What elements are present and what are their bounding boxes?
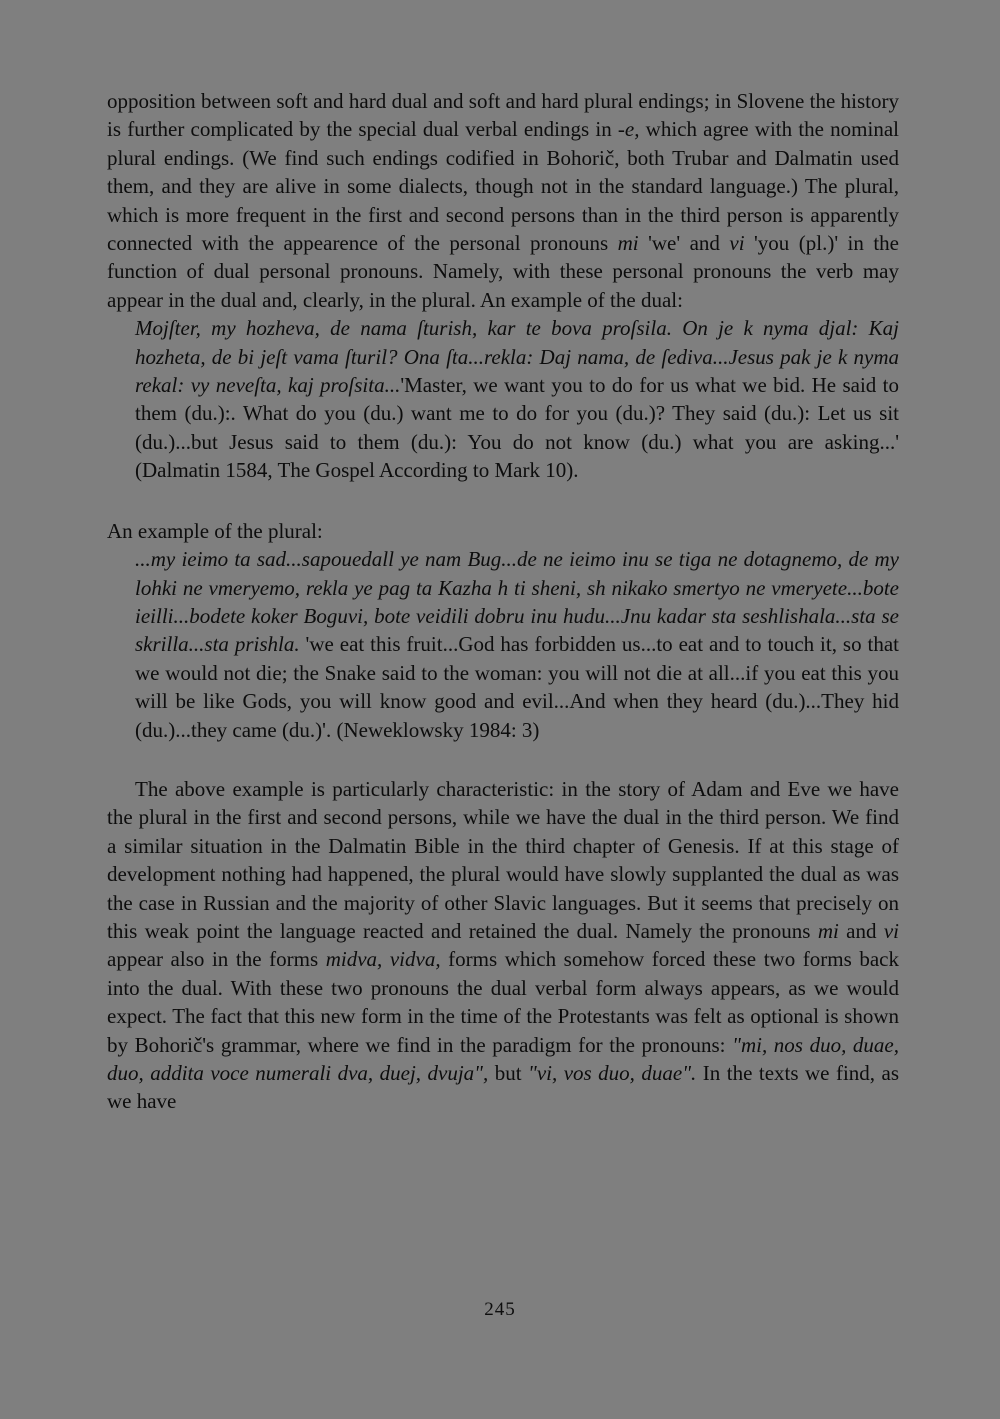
quote-original-text: Mojſter, my hozheva, de nama ſturish, kar te bova proſsila. On je k nyma djal: Kaj hozheta, de bi jeſt vama ſturil? Ona ſta...rekla: Daj nama, de ſediva...Jesus pak je k nyma rekal: vy neveſta, kaj proſsita... — [135, 316, 899, 398]
italic-dual-forms: midva, vidva, — [325, 947, 441, 972]
page-number: 245 — [484, 1299, 516, 1320]
italic-pronoun-mi: mi — [617, 231, 639, 256]
plural-example-intro: An example of the plural: — [107, 518, 323, 543]
page-body — [107, 87, 899, 1116]
italic-latin-quote: "mi, nos duo, duae, duo, addita voce numerali dva, duej, dvuja", — [107, 1032, 899, 1085]
text-run: forms which somehow forced these two forms back into the dual. With these two pronouns the dual verbal form always appears, as we would expect. The fact that this new form in the time of the Protestants was felt as optional is shown by Bohorič's grammar, where we find in the paradigm for the pronouns: — [107, 947, 899, 1057]
italic-pronoun-vi: vi — [883, 918, 900, 943]
text-run: 'you (pl.)' in the function of dual personal pronouns. Namely, with these personal pronouns the verb may appear in the dual and, clearly, in the plural. An example of the dual: — [107, 231, 899, 312]
quote-dual-example — [135, 314, 899, 484]
text-run: In the texts we find, as we have — [107, 1061, 899, 1114]
quote-original-text: ...my ieimo ta sad...sapouedall ye nam Bug...de ne ieimo inu se tiga ne dotagnemo, de my lohki ne vmeryemo, rekla ye pag ta Kazha h ti sheni, sh nikako smertyo ne vmeryete...bote ieilli...bodete koker Boguvi, bote veidili dobru inu hudu...Jnu kadar sta seshlishala...sta se skrilla...sta prishla. — [135, 547, 899, 657]
text-run: but — [488, 1061, 529, 1085]
text-run: which agree with the nominal plural endings. (We find such endings codified in Bohorič, both Trubar and Dalmatin used them, and they are alive in some dialects, though not in the standard language.) The plural, which is more frequent in the first and second persons than in the third person is apparently connected with the appearence of the personal pronouns — [107, 117, 899, 256]
text-run: and — [838, 918, 884, 943]
italic-pronoun-mi: mi — [817, 918, 839, 943]
italic-latin-quote: "vi, vos duo, duae". — [528, 1061, 697, 1085]
italic-pronoun-vi: vi — [729, 231, 745, 256]
quote-translation: 'Master, we want you to do for us what we bid. He said to them (du.):. What do you (du.) want me to do for you (du.)? They said (du.): Let us sit (du.)...but Jesus said to them (du.): You do not know (du.) what you are asking...' (Dalmatin 1584, The Gospel According to Mark 10). — [135, 373, 899, 483]
paragraph-spacer — [107, 485, 899, 517]
text-run: opposition between soft and hard dual and soft and hard plural endings; in Slovene the history is further complicated by the special dual verbal endings in — [107, 89, 899, 142]
quote-translation: 'we eat this fruit...God has forbidden us...to eat and to touch it, so that we would not die; the Snake said to the woman: you will not die at all...if you eat this you will be like Gods, you will know good and evil...And when they heard (du.)...They hid (du.)...they came (du.)'. (Neweklowsky 1984: 3) — [135, 632, 899, 742]
italic-ending: -e, — [617, 117, 640, 142]
text-run: 'we' and — [638, 231, 730, 256]
paragraph-dual-endings — [107, 87, 899, 314]
paragraph-spacer — [107, 744, 899, 775]
paragraph-adam-eve — [107, 775, 899, 1116]
text-run: appear also in the forms — [107, 947, 326, 972]
text-run: The above example is particularly characteristic: in the story of Adam and Eve we have the plural in the first and second persons, while we have the dual in the third person. We find a similar situation in the Dalmatin Bible in the third chapter of Genesis. If at this stage of development nothing had happened, the plural would have slowly supplanted the dual as was the case in Russian and the majority of other Slavic languages. But it seems that precisely on this weak point the language reacted and retained the dual. Namely the pronouns — [107, 776, 899, 943]
quote-plural-example — [135, 545, 899, 744]
